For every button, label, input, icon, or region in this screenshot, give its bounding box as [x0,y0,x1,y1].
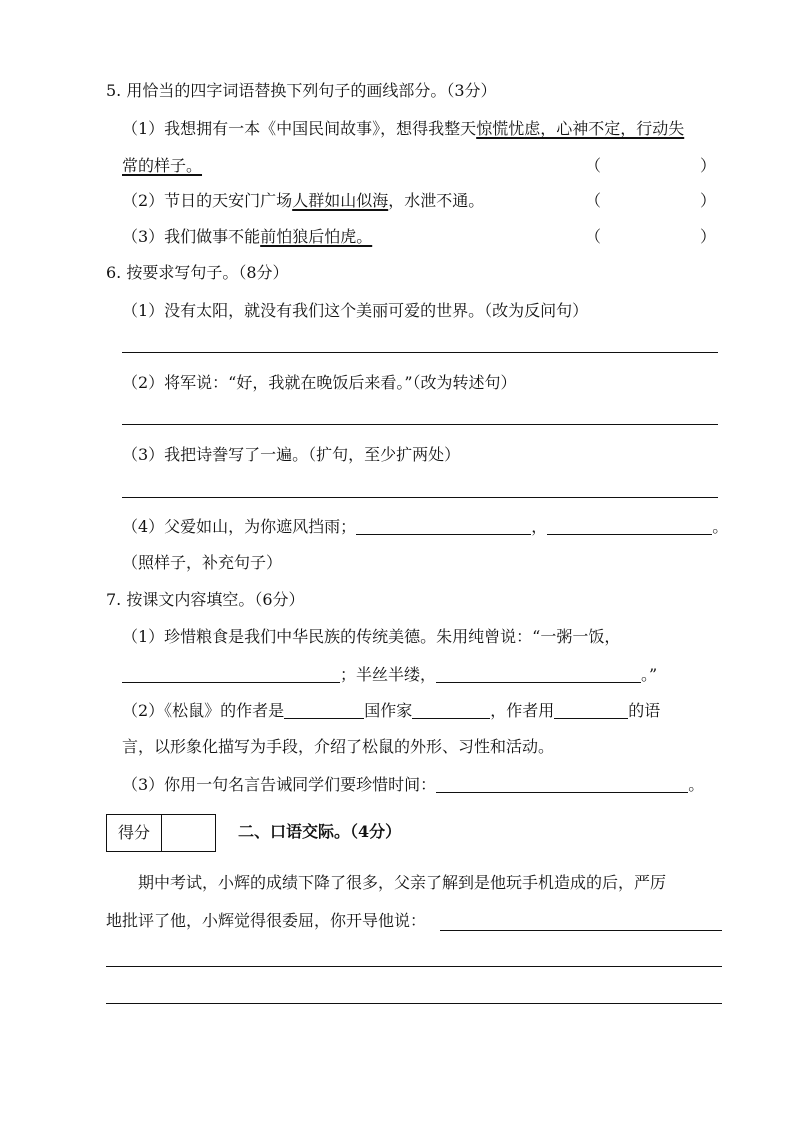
section2-answer-line-3[interactable] [106,1003,722,1004]
q5-item2-underlined: 人群如山似海 [292,191,389,210]
q6-item3: （3）我把诗誊写了一遍。（扩句，至少扩两处） [122,445,461,464]
q5-item1-cont [122,155,202,177]
q5-item2 [122,190,484,212]
q7-item1-end: 。” [641,665,658,684]
q7-item1-blank-2[interactable] [436,664,641,683]
q6-item3-answer-line[interactable] [122,497,718,498]
q5-item3-text: （3）我们做事不能 [122,227,261,246]
section2-title: 二、口语交际。（4分） [238,822,402,841]
q7-item1-mid: ；半丝半缕， [340,665,437,684]
q6-item4 [122,516,728,538]
q7-item2-blank-3[interactable] [554,700,628,719]
section2-answer-line-1[interactable] [440,930,722,931]
q7-item1-line1: （1）珍惜粮食是我们中华民族的传统美德。朱用纯曾说：“一粥一饭， [122,627,621,646]
q5-item1-underlined-2: 常的样子。 [122,156,203,175]
q6-item4-end: 。 [712,517,729,536]
q7-item2-pre: （2）《松鼠》的作者是 [122,701,285,720]
q6-item1-answer-line[interactable] [122,352,718,353]
q7-item2-line1 [122,700,660,722]
q7-item1-blank-1[interactable] [122,664,340,683]
q7-item1-line2 [122,664,657,686]
q5-title: 5. 用恰当的四字词语替换下列句子的画线部分。（3分） [106,81,497,100]
section2-answer-line-2[interactable] [106,966,722,967]
section2-para-line1: 期中考试，小辉的成绩下降了很多，父亲了解到是他玩手机造成的后，严厉 [138,873,667,892]
q6-item4-blank-2[interactable] [547,516,712,535]
q7-item2-line2: 言，以形象化描写为手段，介绍了松鼠的外形、习性和活动。 [122,737,555,756]
q6-item2-answer-line[interactable] [122,424,718,425]
q5-item3-paren-open: （ [585,227,602,246]
q7-item2-mid2: ，作者用 [490,701,555,720]
q5-item3-paren-close: ） [700,227,717,246]
q6-title: 6. 按要求写句子。（8分） [106,263,289,282]
q5-item3 [122,226,372,248]
q7-item2-mid3: 的语 [628,701,661,720]
q5-item1-paren-close: ） [700,156,717,175]
q6-item4-blank-1[interactable] [356,516,531,535]
q5-item2-text: （2）节日的天安门广场 [122,191,293,210]
q5-item2-post: ，水泄不通。 [388,191,485,210]
q5-item2-paren-open: （ [585,191,602,210]
q6-item1: （1）没有太阳，就没有我们这个美丽可爱的世界。（改为反问句） [122,301,589,320]
q5-item2-paren-close: ） [700,191,717,210]
q6-item4-note: （照样子，补充句子） [122,553,283,572]
q5-item1-text: （1）我想拥有一本《中国民间故事》，想得我整天 [122,119,477,138]
q7-item2-mid1: 国作家 [364,701,413,720]
score-label: 得分 [107,815,162,851]
section2-para-line2: 地批评了他，小辉觉得很委屈，你开导他说： [106,911,427,930]
q5-item1-underlined: 惊慌忧虑，心神不定，行动失 [476,119,685,138]
q7-title: 7. 按课文内容填空。（6分） [106,590,305,609]
q7-item3-end: 。 [688,775,705,794]
q5-item1 [122,118,684,140]
q7-item3-blank[interactable] [436,774,688,793]
q5-item3-underlined: 前怕狼后怕虎。 [260,227,373,246]
q5-item1-paren-open: （ [585,156,602,175]
q7-item2-blank-2[interactable] [412,700,490,719]
q7-item2-blank-1[interactable] [284,700,364,719]
q6-item4-comma: ， [531,517,548,536]
score-box [106,814,216,852]
q6-item4-text: （4）父爱如山，为你遮风挡雨； [122,517,357,536]
q6-item2: （2）将军说：“好，我就在晚饭后来看。”（改为转述句） [122,373,517,392]
q7-item3 [122,774,704,796]
q7-item3-pre: （3）你用一句名言告诫同学们要珍惜时间： [122,775,437,794]
